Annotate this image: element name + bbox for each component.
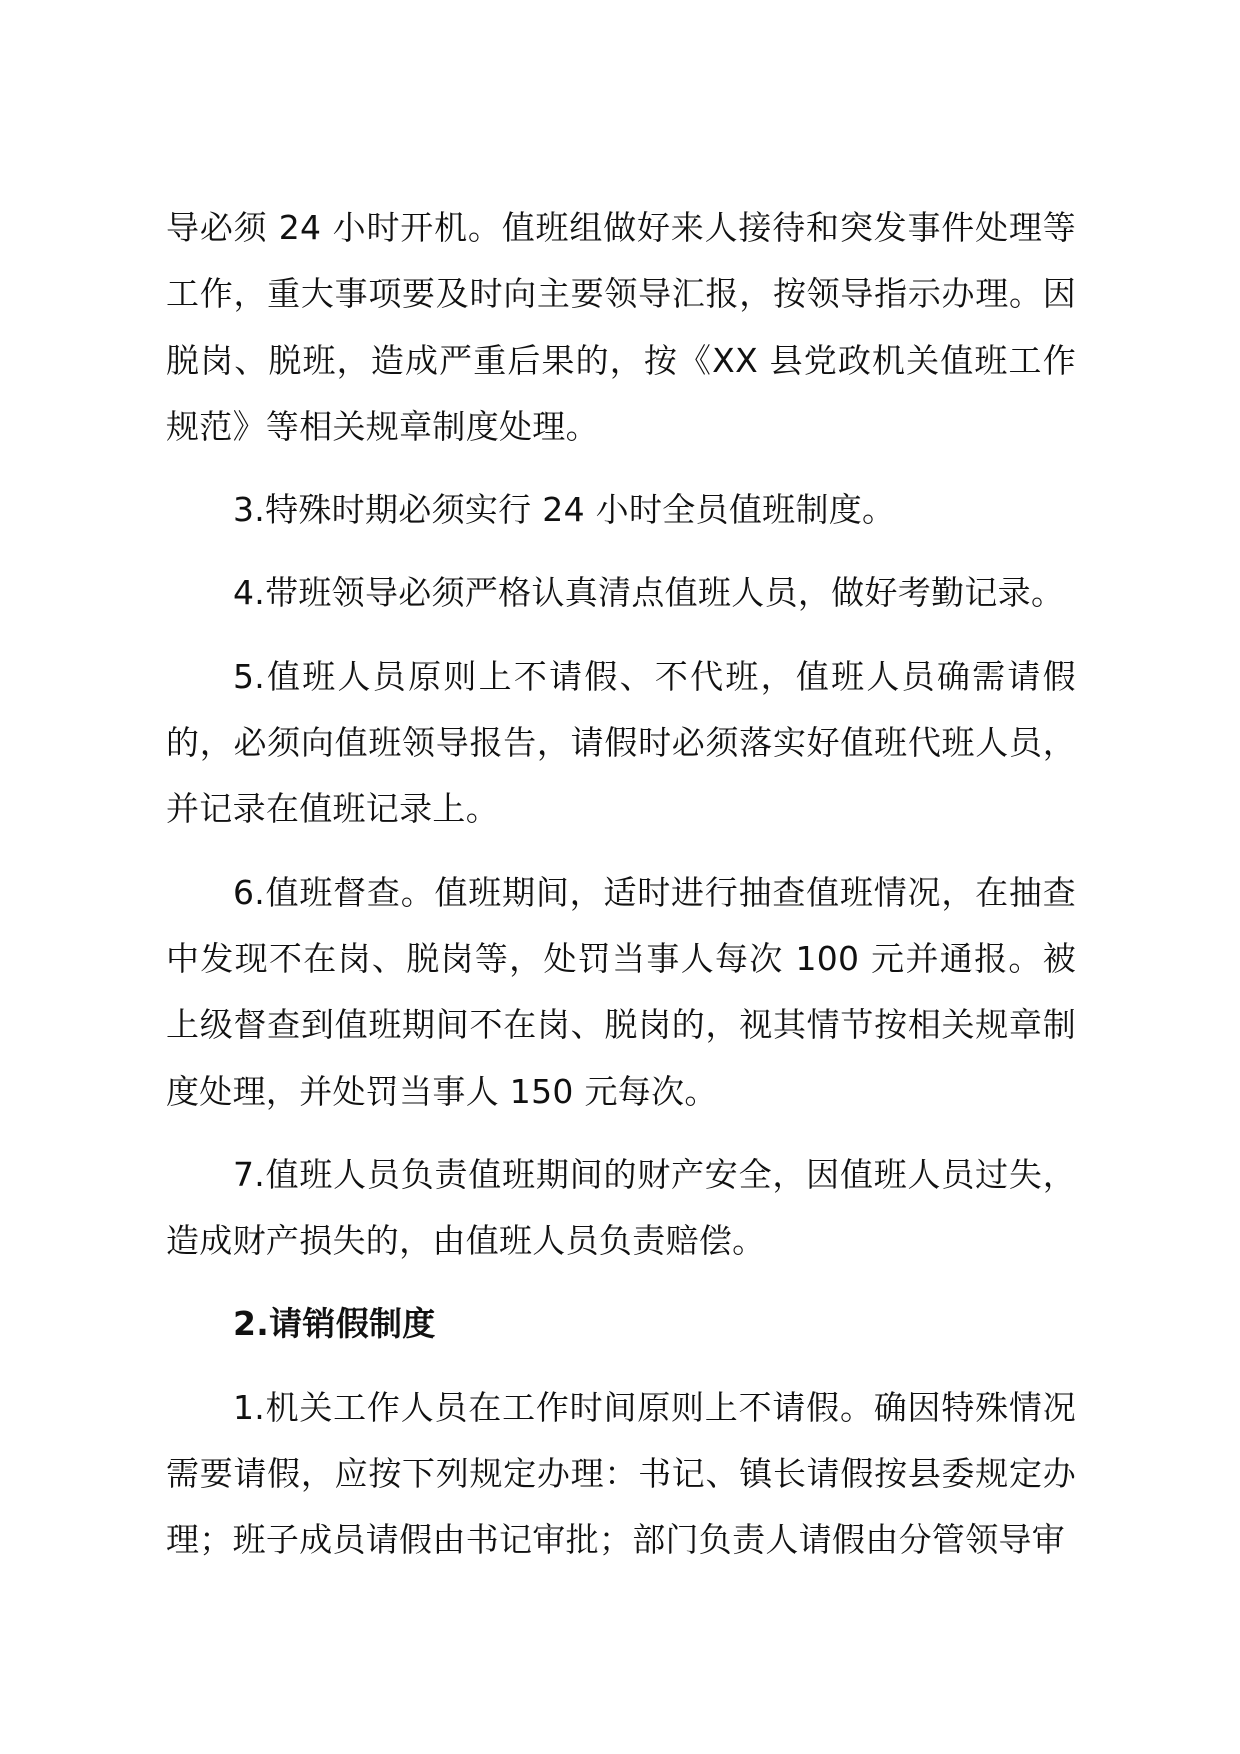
document-page xyxy=(166,195,1076,1591)
paragraph-item-3: 3.特殊时期必须实行 24 小时全员值班制度。 xyxy=(233,490,896,530)
paragraph-item-4: 4.带班领导必须严格认真清点值班人员，做好考勤记录。 xyxy=(233,573,1065,613)
paragraph-item-5: 5.值班人员原则上不请假、不代班，值班人员确需请假的，必须向值班领导报告，请假时必须落实好值班代班人员，并记录在值班记录上。 xyxy=(166,656,1076,829)
paragraph-item-6: 6.值班督查。值班期间，适时进行抽查值班情况，在抽查中发现不在岗、脱岗等，处罚当事人每次 100 元并通报。被上级督查到值班期间不在岗、脱岗的，视其情节按相关规章制度处理，并处罚当事人 150 元每次。 xyxy=(166,872,1076,1111)
section-heading: 2.请销假制度 xyxy=(233,1304,436,1344)
paragraph-leave-item-1: 1.机关工作人员在工作时间原则上不请假。确因特殊情况需要请假，应按下列规定办理：书记、镇长请假按县委规定办理；班子成员请假由书记审批；部门负责人请假由分管领导审 xyxy=(166,1387,1076,1560)
paragraph-continuation: 导必须 24 小时开机。值班组做好来人接待和突发事件处理等工作，重大事项要及时向主要领导汇报，按领导指示办理。因脱岗、脱班，造成严重后果的，按《XX 县党政机关值班工作规范》等相关规章制度处理。 xyxy=(166,208,1076,446)
paragraph-item-7: 7.值班人员负责值班期间的财产安全，因值班人员过失，造成财产损失的，由值班人员负责赔偿。 xyxy=(166,1154,1076,1261)
